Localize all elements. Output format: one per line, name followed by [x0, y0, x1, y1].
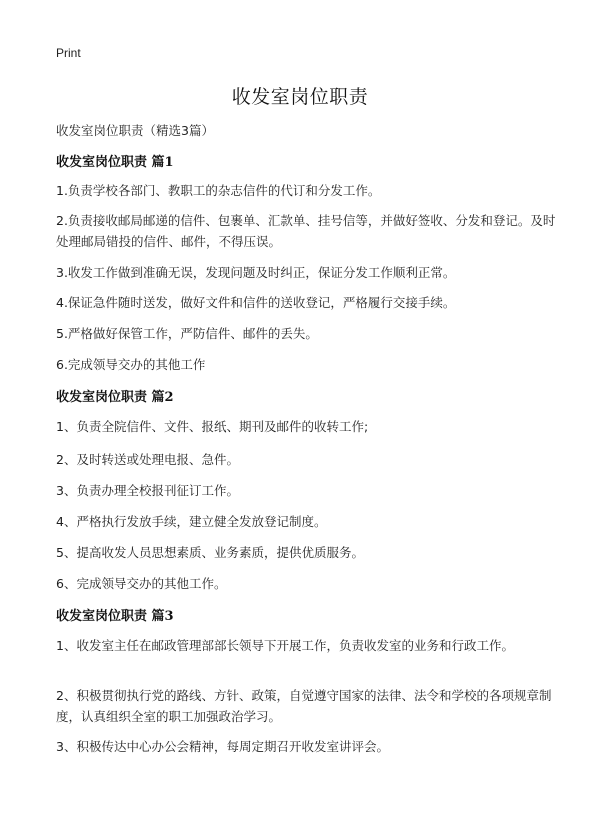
section-heading-3: 收发室岗位职责 篇3: [56, 609, 174, 624]
section-1-item-3: 3.收发工作做到准确无误，发现问题及时纠正，保证分发工作顺利正常。: [56, 265, 456, 280]
section-3-item-2: 2、积极贯彻执行党的路线、方针、政策，自觉遵守国家的法律、法令和学校的各项规章制度，认真组织全室的职工加强政治学习。: [56, 688, 552, 724]
section-2-item-2: 2、及时转送或处理电报、急件。: [56, 452, 239, 467]
section-2-item-4: 4、严格执行发放手续，建立健全发放登记制度。: [56, 514, 327, 529]
section-1-item-5: 5.严格做好保管工作，严防信件、邮件的丢失。: [56, 326, 318, 341]
section-2-item-6: 6、完成领导交办的其他工作。: [56, 576, 227, 591]
document-subtitle: 收发室岗位职责（精选3篇）: [56, 123, 214, 138]
section-2-item-3: 3、负责办理全校报刊征订工作。: [56, 483, 239, 498]
section-1-item-1: 1.负责学校各部门、教职工的杂志信件的代订和分发工作。: [56, 183, 381, 198]
section-1-item-6: 6.完成领导交办的其他工作: [56, 357, 206, 372]
section-2-item-5: 5、提高收发人员思想素质、业务素质，提供优质服务。: [56, 545, 364, 560]
section-heading-1: 收发室岗位职责 篇1: [56, 155, 174, 170]
section-3-item-1: 1、收发室主任在邮政管理部部长领导下开展工作，负责收发室的业务和行政工作。: [56, 638, 514, 653]
section-heading-2: 收发室岗位职责 篇2: [56, 390, 174, 405]
document-title: 收发室岗位职责: [231, 86, 369, 108]
section-3-item-3: 3、积极传达中心办公会精神，每周定期召开收发室讲评会。: [56, 739, 389, 754]
print-label: Print: [56, 46, 81, 60]
section-2-item-1: 1、负责全院信件、文件、报纸、期刊及邮件的收转工作;: [56, 419, 369, 434]
section-1-item-4: 4.保证急件随时送发，做好文件和信件的送收登记，严格履行交接手续。: [56, 295, 456, 310]
section-1-item-2: 2.负责接收邮局邮递的信件、包裹单、汇款单、挂号信等，并做好签收、分发和登记。及时处理邮局错投的信件、邮件，不得压误。: [56, 213, 556, 249]
